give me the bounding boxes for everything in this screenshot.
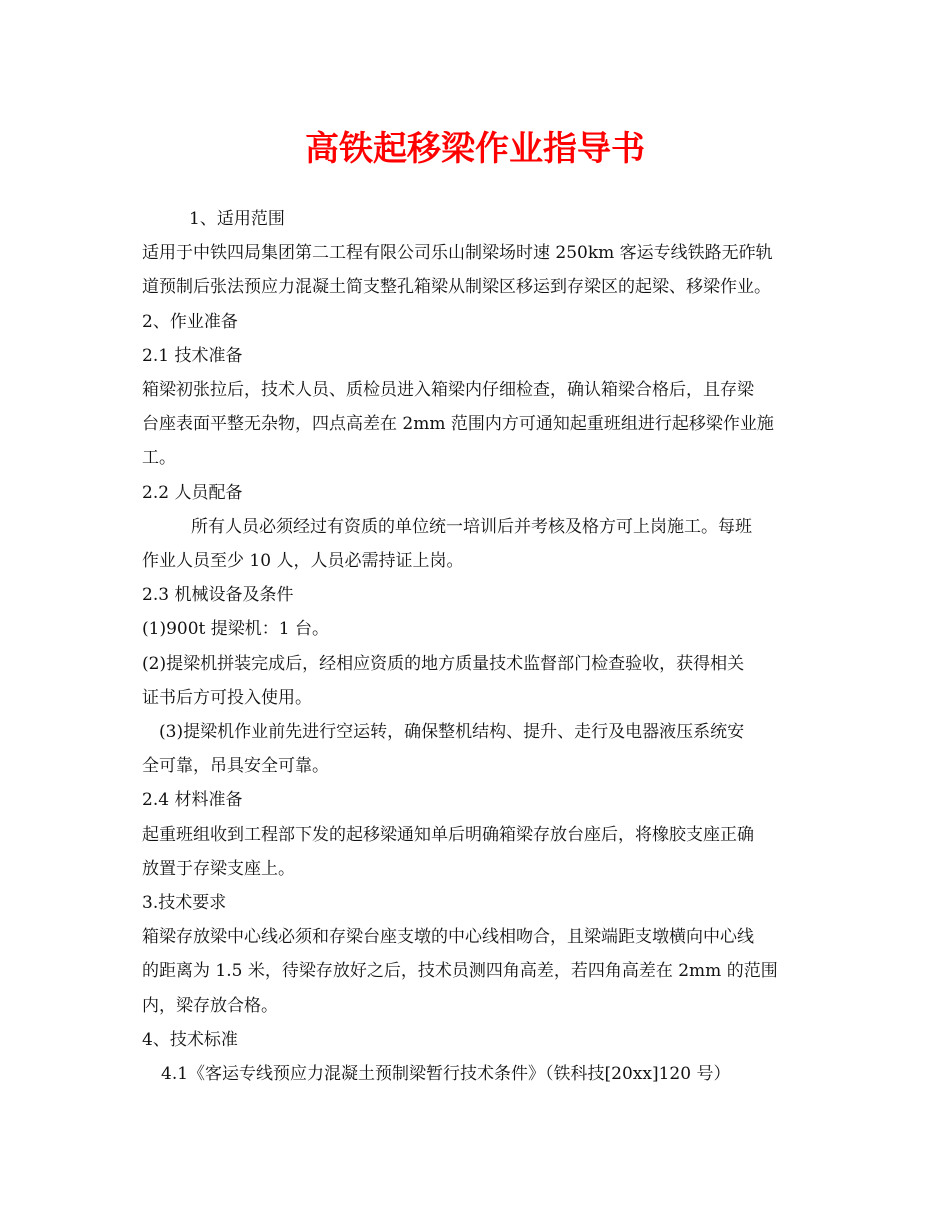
subsection-heading-materials: 2.4 材料准备 (142, 790, 243, 811)
paragraph-line: 起重班组收到工程部下发的起移梁通知单后明确箱梁存放台座后，将橡胶支座正确 (142, 824, 754, 845)
paragraph-line: 箱梁初张拉后，技术人员、质检员进入箱梁内仔细检查，确认箱梁合格后，且存梁 (142, 380, 754, 401)
subsection-heading-personnel: 2.2 人员配备 (142, 482, 243, 503)
subsection-heading-equipment: 2.3 机械设备及条件 (142, 585, 294, 606)
paragraph-line: 工。 (142, 448, 176, 469)
document-title: 高铁起移梁作业指导书 (305, 129, 645, 169)
paragraph-line: 所有人员必须经过有资质的单位统一培训后并考核及格方可上岗施工。每班 (191, 516, 752, 537)
list-item: (3)提梁机作业前先进行空运转，确保整机结构、提升、走行及电器液压系统安 (159, 722, 745, 743)
paragraph-line: 箱梁存放梁中心线必须和存梁台座支墩的中心线相吻合，且梁端距支墩横向中心线 (142, 927, 754, 948)
paragraph-line: 全可靠，吊具安全可靠。 (142, 756, 329, 777)
paragraph-line: 作业人员至少 10 人，人员必需持证上岗。 (142, 551, 464, 572)
section-heading-requirements: 3.技术要求 (142, 893, 227, 914)
section-heading-standards: 4、技术标准 (142, 1029, 238, 1050)
paragraph-line: 的距离为 1.5 米，待梁存放好之后，技术员测四角高差，若四角高差在 2mm 的范围 (142, 961, 778, 982)
subsection-heading-technical: 2.1 技术准备 (142, 345, 243, 366)
paragraph-line: 道预制后张法预应力混凝土简支整孔箱梁从制梁区移运到存梁区的起梁、移梁作业。 (142, 277, 771, 298)
paragraph-line: 证书后方可投入使用。 (142, 687, 312, 708)
section-heading-preparation: 2、作业准备 (142, 311, 238, 332)
list-item: (2)提梁机拼装完成后，经相应资质的地方质量技术监督部门检查验收，获得相关 (142, 653, 745, 674)
paragraph-line: 台座表面平整无杂物，四点高差在 2mm 范围内方可通知起重班组进行起移梁作业施 (142, 414, 774, 435)
paragraph-line: 内，梁存放合格。 (142, 995, 278, 1016)
paragraph-line: 适用于中铁四局集团第二工程有限公司乐山制梁场时速 250km 客运专线铁路无砟轨 (142, 243, 773, 264)
reference-item: 4.1《客运专线预应力混凝土预制梁暂行技术条件》（铁科技[20xx]120 号） (161, 1064, 731, 1085)
section-heading-scope: 1、适用范围 (189, 209, 285, 229)
paragraph-line: 放置于存梁支座上。 (142, 858, 295, 879)
document-body (142, 202, 822, 1091)
list-item: (1)900t 提梁机：1 台。 (142, 619, 329, 640)
